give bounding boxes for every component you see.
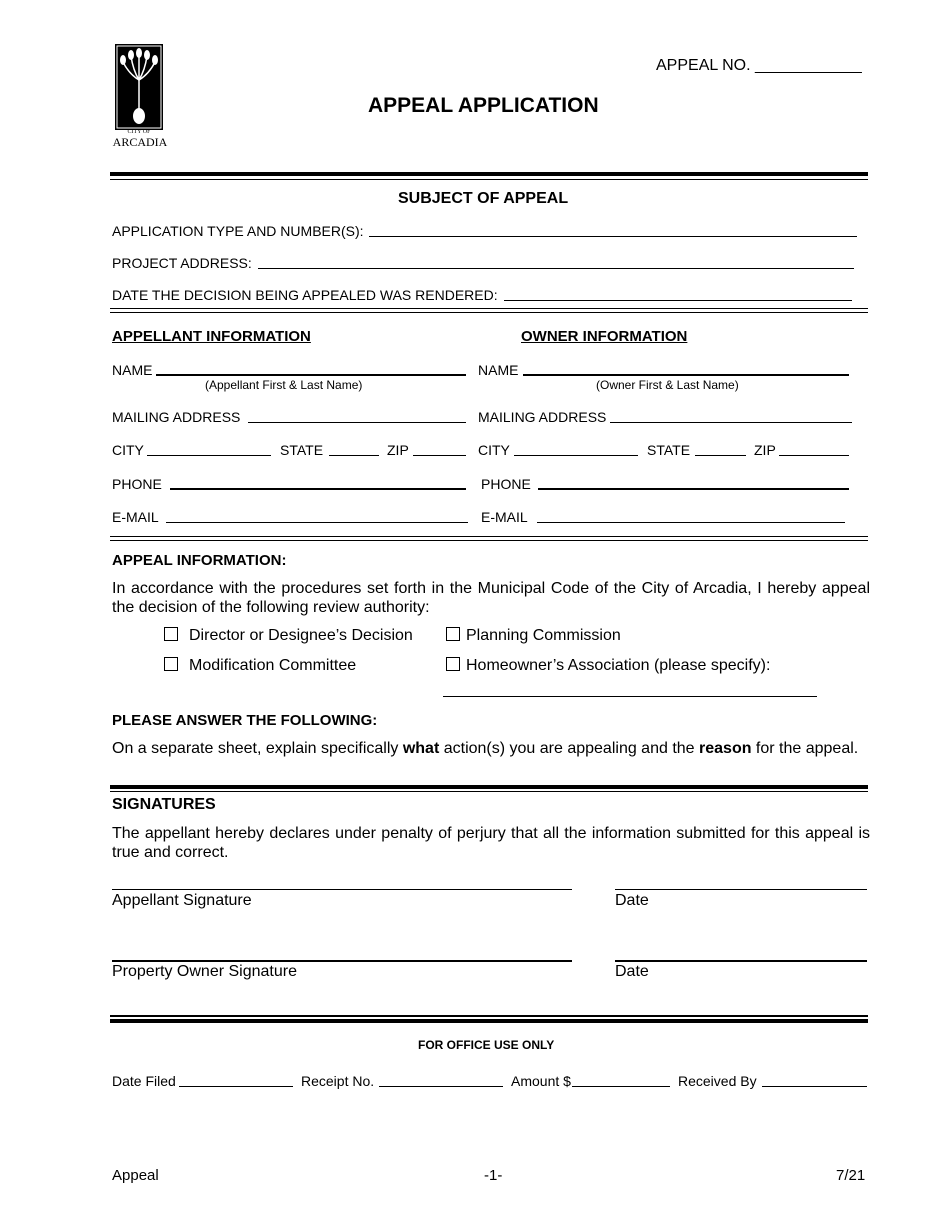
planning-commission-option-label: Planning Commission — [466, 627, 621, 644]
appellant-city-label: CITY — [112, 442, 144, 458]
owner-date-label: Date — [615, 963, 649, 980]
answer-text-2: action(s) you are appealing and the — [439, 740, 700, 757]
answer-emphasis-reason: reason — [699, 740, 752, 757]
receipt-no-label: Receipt No. — [301, 1073, 375, 1089]
modification-committee-checkbox[interactable] — [164, 657, 178, 671]
city-logo — [115, 44, 163, 130]
hoa-option-label: Homeowner’s Association (please specify): — [466, 657, 771, 674]
appellant-city-field[interactable] — [147, 455, 271, 456]
divider — [110, 540, 868, 541]
receipt-no-field[interactable] — [379, 1086, 503, 1087]
owner-mailing-field[interactable] — [610, 422, 852, 423]
appellant-heading: APPELLANT INFORMATION — [112, 328, 311, 345]
page-number: -1- — [484, 1167, 503, 1184]
owner-heading: OWNER INFORMATION — [521, 328, 688, 345]
appellant-state-field[interactable] — [329, 455, 379, 456]
owner-phone-field[interactable] — [538, 488, 849, 490]
amount-field[interactable] — [572, 1086, 670, 1087]
owner-signature-field[interactable] — [112, 960, 572, 962]
appellant-email-field[interactable] — [166, 522, 468, 523]
appeal-number-label: APPEAL NO. ____________ — [656, 57, 862, 74]
owner-name-field[interactable] — [523, 374, 849, 376]
hoa-specify-field[interactable] — [443, 696, 817, 697]
decision-date-field[interactable] — [504, 300, 852, 301]
logo-city-name: ARCADIA — [112, 135, 168, 149]
owner-state-label: STATE — [647, 442, 691, 458]
hoa-checkbox[interactable] — [446, 657, 460, 671]
director-option-label: Director or Designee’s Decision — [189, 627, 413, 644]
received-by-field[interactable] — [762, 1086, 867, 1087]
divider — [110, 312, 868, 313]
owner-city-label: CITY — [478, 442, 510, 458]
appellant-mailing-field[interactable] — [248, 422, 466, 423]
date-filed-label: Date Filed — [112, 1073, 176, 1089]
owner-date-field[interactable] — [615, 960, 867, 962]
divider — [110, 172, 868, 176]
owner-city-field[interactable] — [514, 455, 638, 456]
appellant-name-hint: (Appellant First & Last Name) — [205, 378, 363, 392]
footer-left: Appeal — [112, 1167, 159, 1184]
divider — [110, 179, 868, 180]
appellant-phone-field[interactable] — [170, 488, 466, 490]
divider — [110, 791, 868, 792]
project-address-label: PROJECT ADDRESS: — [112, 255, 252, 271]
divider — [110, 1015, 868, 1017]
divider — [110, 1019, 868, 1023]
modification-committee-option-label: Modification Committee — [189, 657, 357, 674]
divider — [110, 785, 868, 789]
answer-body — [112, 739, 860, 758]
answer-text-1: On a separate sheet, explain specifically — [112, 740, 403, 757]
appellant-mailing-label: MAILING ADDRESS — [112, 409, 241, 425]
amount-label: Amount $ — [511, 1073, 571, 1089]
divider — [110, 536, 868, 537]
signatures-heading: SIGNATURES — [112, 796, 216, 813]
palm-tree-icon — [115, 44, 163, 130]
planning-commission-checkbox[interactable] — [446, 627, 460, 641]
appellant-phone-label: PHONE — [112, 476, 162, 492]
owner-name-hint: (Owner First & Last Name) — [596, 378, 739, 392]
appellant-email-label: E-MAIL — [112, 509, 159, 525]
owner-mailing-label: MAILING ADDRESS — [478, 409, 607, 425]
answer-text-3: for the appeal. — [751, 740, 859, 757]
application-type-field[interactable] — [369, 236, 857, 237]
appellant-name-label: NAME — [112, 362, 153, 378]
logo-city-of: CITY OF — [127, 129, 151, 135]
divider — [110, 308, 868, 309]
answer-emphasis-what: what — [402, 740, 440, 757]
appellant-date-label: Date — [615, 892, 649, 909]
page-title: APPEAL APPLICATION — [368, 94, 599, 117]
date-filed-field[interactable] — [179, 1086, 293, 1087]
project-address-field[interactable] — [258, 268, 854, 269]
answer-heading: PLEASE ANSWER THE FOLLOWING: — [112, 712, 378, 729]
received-by-label: Received By — [678, 1073, 757, 1089]
subject-heading: SUBJECT OF APPEAL — [398, 190, 569, 207]
appeal-info-heading: APPEAL INFORMATION: — [112, 552, 287, 569]
appeal-info-body: In accordance with the procedures set forth in the Municipal Code of the City of Arcadia, I hereby appeal the decision of the following review authority: — [112, 580, 870, 616]
signatures-body: The appellant hereby declares under penalty of perjury that all the information submitted for this appeal is true and correct. — [112, 825, 870, 861]
owner-zip-label: ZIP — [754, 442, 776, 458]
owner-email-label: E-MAIL — [481, 509, 528, 525]
revision-date: 7/21 — [836, 1167, 866, 1184]
appellant-state-label: STATE — [280, 442, 324, 458]
owner-name-label: NAME — [478, 362, 519, 378]
appellant-name-field[interactable] — [156, 374, 466, 376]
director-checkbox[interactable] — [164, 627, 178, 641]
owner-state-field[interactable] — [695, 455, 746, 456]
appellant-signature-field[interactable] — [112, 889, 572, 890]
application-type-label: APPLICATION TYPE AND NUMBER(S): — [112, 223, 364, 239]
decision-date-label: DATE THE DECISION BEING APPEALED WAS RENDERED: — [112, 287, 498, 303]
appellant-signature-label: Appellant Signature — [112, 892, 252, 909]
appellant-zip-field[interactable] — [413, 455, 466, 456]
owner-zip-field[interactable] — [779, 455, 849, 456]
owner-phone-label: PHONE — [481, 476, 531, 492]
owner-signature-label: Property Owner Signature — [112, 963, 297, 980]
appellant-zip-label: ZIP — [387, 442, 409, 458]
owner-email-field[interactable] — [537, 522, 845, 523]
appellant-date-field[interactable] — [615, 889, 867, 890]
office-use-heading: FOR OFFICE USE ONLY — [418, 1038, 555, 1052]
